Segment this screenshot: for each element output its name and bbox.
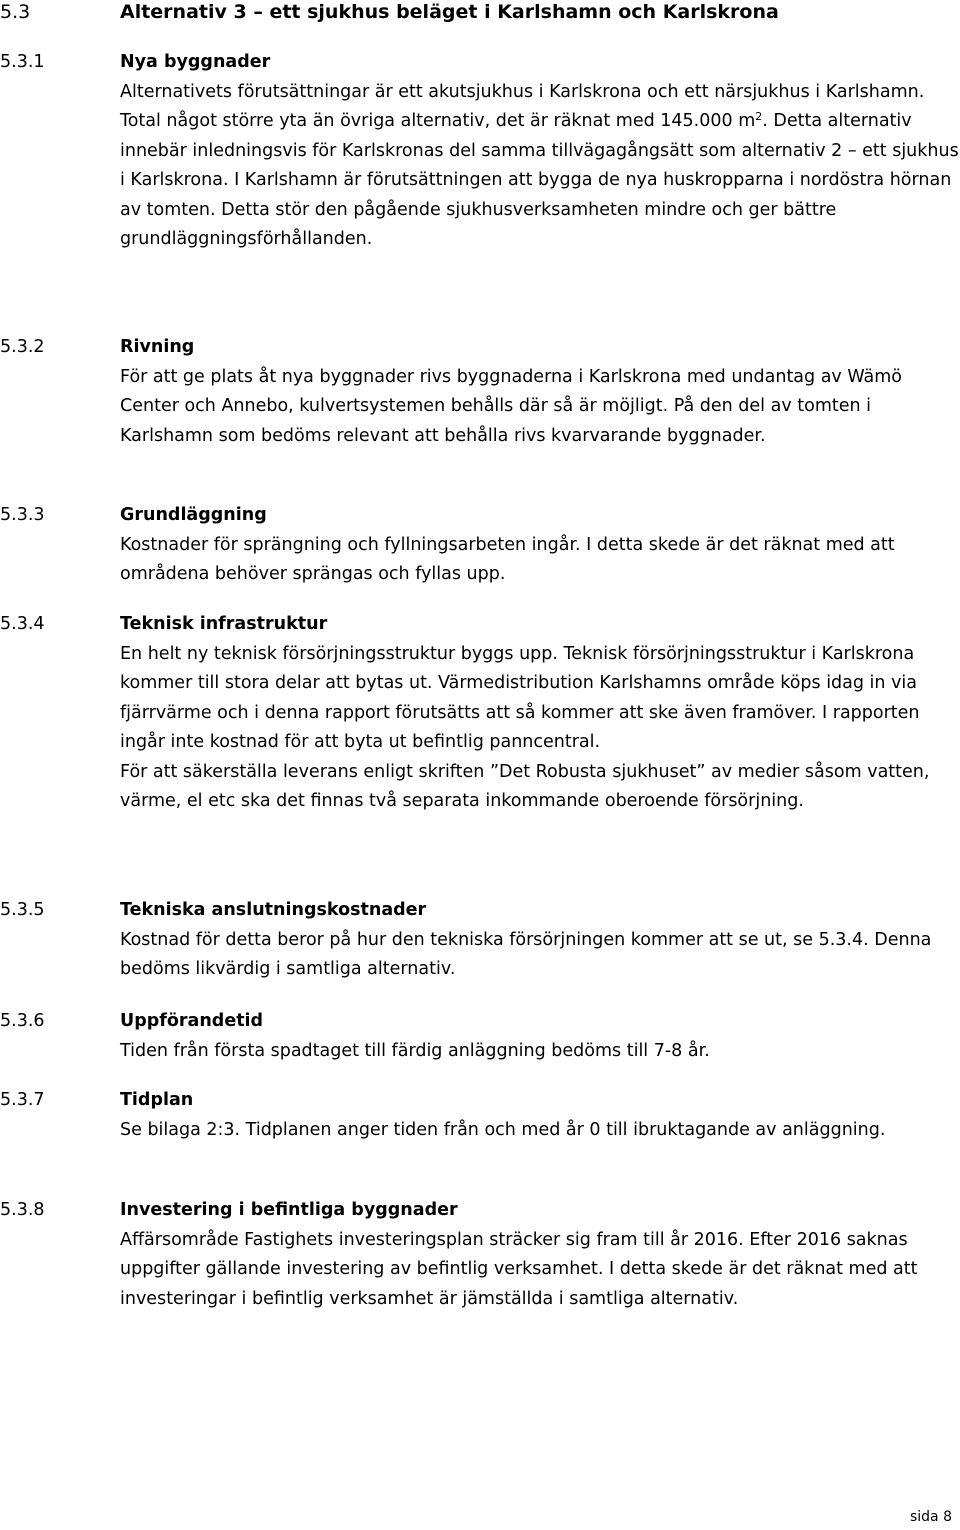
subsection-number: 5.3.4 — [0, 614, 45, 634]
subsection-title: Uppförandetid — [120, 1011, 264, 1031]
subsection-title: Investering i befintliga byggnader — [120, 1200, 458, 1220]
subsection-title: Tidplan — [120, 1090, 194, 1110]
subsection-body — [120, 363, 960, 452]
paragraph: Affärsområde Fastighets investeringsplan sträcker sig fram till år 2016. Efter 2016 saknas uppgifter gällande investering av befintlig verksamhet. I detta skede är det räknat med att investeringar i befintlig verksamhet är jämställda i samtliga alternativ. — [120, 1229, 918, 1309]
subsection-title: Nya byggnader — [120, 52, 271, 72]
subsection-number: 5.3.5 — [0, 900, 45, 920]
section-heading — [0, 0, 960, 24]
subsection-body — [120, 531, 960, 590]
subsection-title: Rivning — [120, 337, 195, 357]
subsection-number: 5.3.2 — [0, 337, 45, 357]
subsection-body: Alternativets förutsättningar är ett akutsjukhus i Karlskrona och ett närsjukhus i Karlshamn. Total något större yta än övriga alternativ, det är räknat med 145.000 $m^2$. Detta alternativ innebär inledningsvis för Karlskronas del samma tillvägagångsätt som alternativ 2 – ett sjukhus i Karlskrona. I Karlshamn är förutsättningen att bygga de nya huskropparna i nordöstra hörnan av tomten. Detta stör den pågående sjukhusverksamheten mindre och ger bättre grundläggningsförhållanden. — [120, 81, 959, 249]
subsection-body — [120, 1116, 960, 1146]
superscript-2: 2 — [755, 110, 763, 123]
page-number: sida 8 — [909, 1509, 952, 1525]
subsection-title: Tekniska anslutningskostnader — [120, 900, 427, 920]
paragraph: Kostnad för detta beror på hur den tekniska försörjningen kommer att se ut, se 5.3.4. Denna bedöms likvärdig i samtliga alternativ. — [120, 929, 932, 979]
subsection-title: Teknisk infrastruktur — [120, 614, 328, 634]
paragraph: Se bilaga 2:3. Tidplanen anger tiden från och med år 0 till ibruktagande av anläggning. — [120, 1119, 886, 1140]
subsection-number: 5.3.3 — [0, 505, 45, 525]
subsection-body — [120, 1037, 960, 1067]
subsection-number: 5.3.8 — [0, 1200, 45, 1220]
paragraph: För att ge plats åt nya byggnader rivs byggnaderna i Karlskrona med undantag av Wämö Center och Annebo, kulvertsystemen behålls där så är möjligt. På den del av tomten i Karlshamn som bedöms relevant att behålla rivs kvarvarande byggnader. — [120, 366, 903, 446]
paragraph: Tiden från första spadtaget till färdig anläggning bedöms till 7-8 år. — [120, 1040, 710, 1061]
paragraph: För att säkerställa leverans enligt skriften ”Det Robusta sjukhuset” av medier såsom vatten, värme, el etc ska det finnas två separata inkommande oberoende försörjning. — [120, 761, 930, 811]
subsection-number: 5.3.6 — [0, 1011, 45, 1031]
subsection-body — [120, 640, 960, 817]
subsection-body — [120, 926, 960, 985]
paragraph: En helt ny teknisk försörjningsstruktur byggs upp. Teknisk försörjningsstruktur i Karlskrona kommer till stora delar att bytas ut. Värmedistribution Karlshamns område köps idag in via fjärrvärme och i denna rapport förutsätts att så kommer att ske även framöver. I rapporten ingår inte kostnad för att byta ut befintlig panncentral. — [120, 643, 920, 752]
section-title: Alternativ 3 – ett sjukhus beläget i Karlshamn och Karlskrona — [120, 1, 779, 23]
subsection-body — [120, 1226, 960, 1315]
paragraph: Kostnader för sprängning och fyllningsarbeten ingår. I detta skede är det räknat med att områdena behöver sprängas och fyllas upp. — [120, 534, 895, 584]
subsection-number: 5.3.1 — [0, 52, 45, 72]
section-number: 5.3 — [0, 1, 31, 23]
subsection-number: 5.3.7 — [0, 1090, 45, 1110]
subsection-title: Grundläggning — [120, 505, 267, 525]
